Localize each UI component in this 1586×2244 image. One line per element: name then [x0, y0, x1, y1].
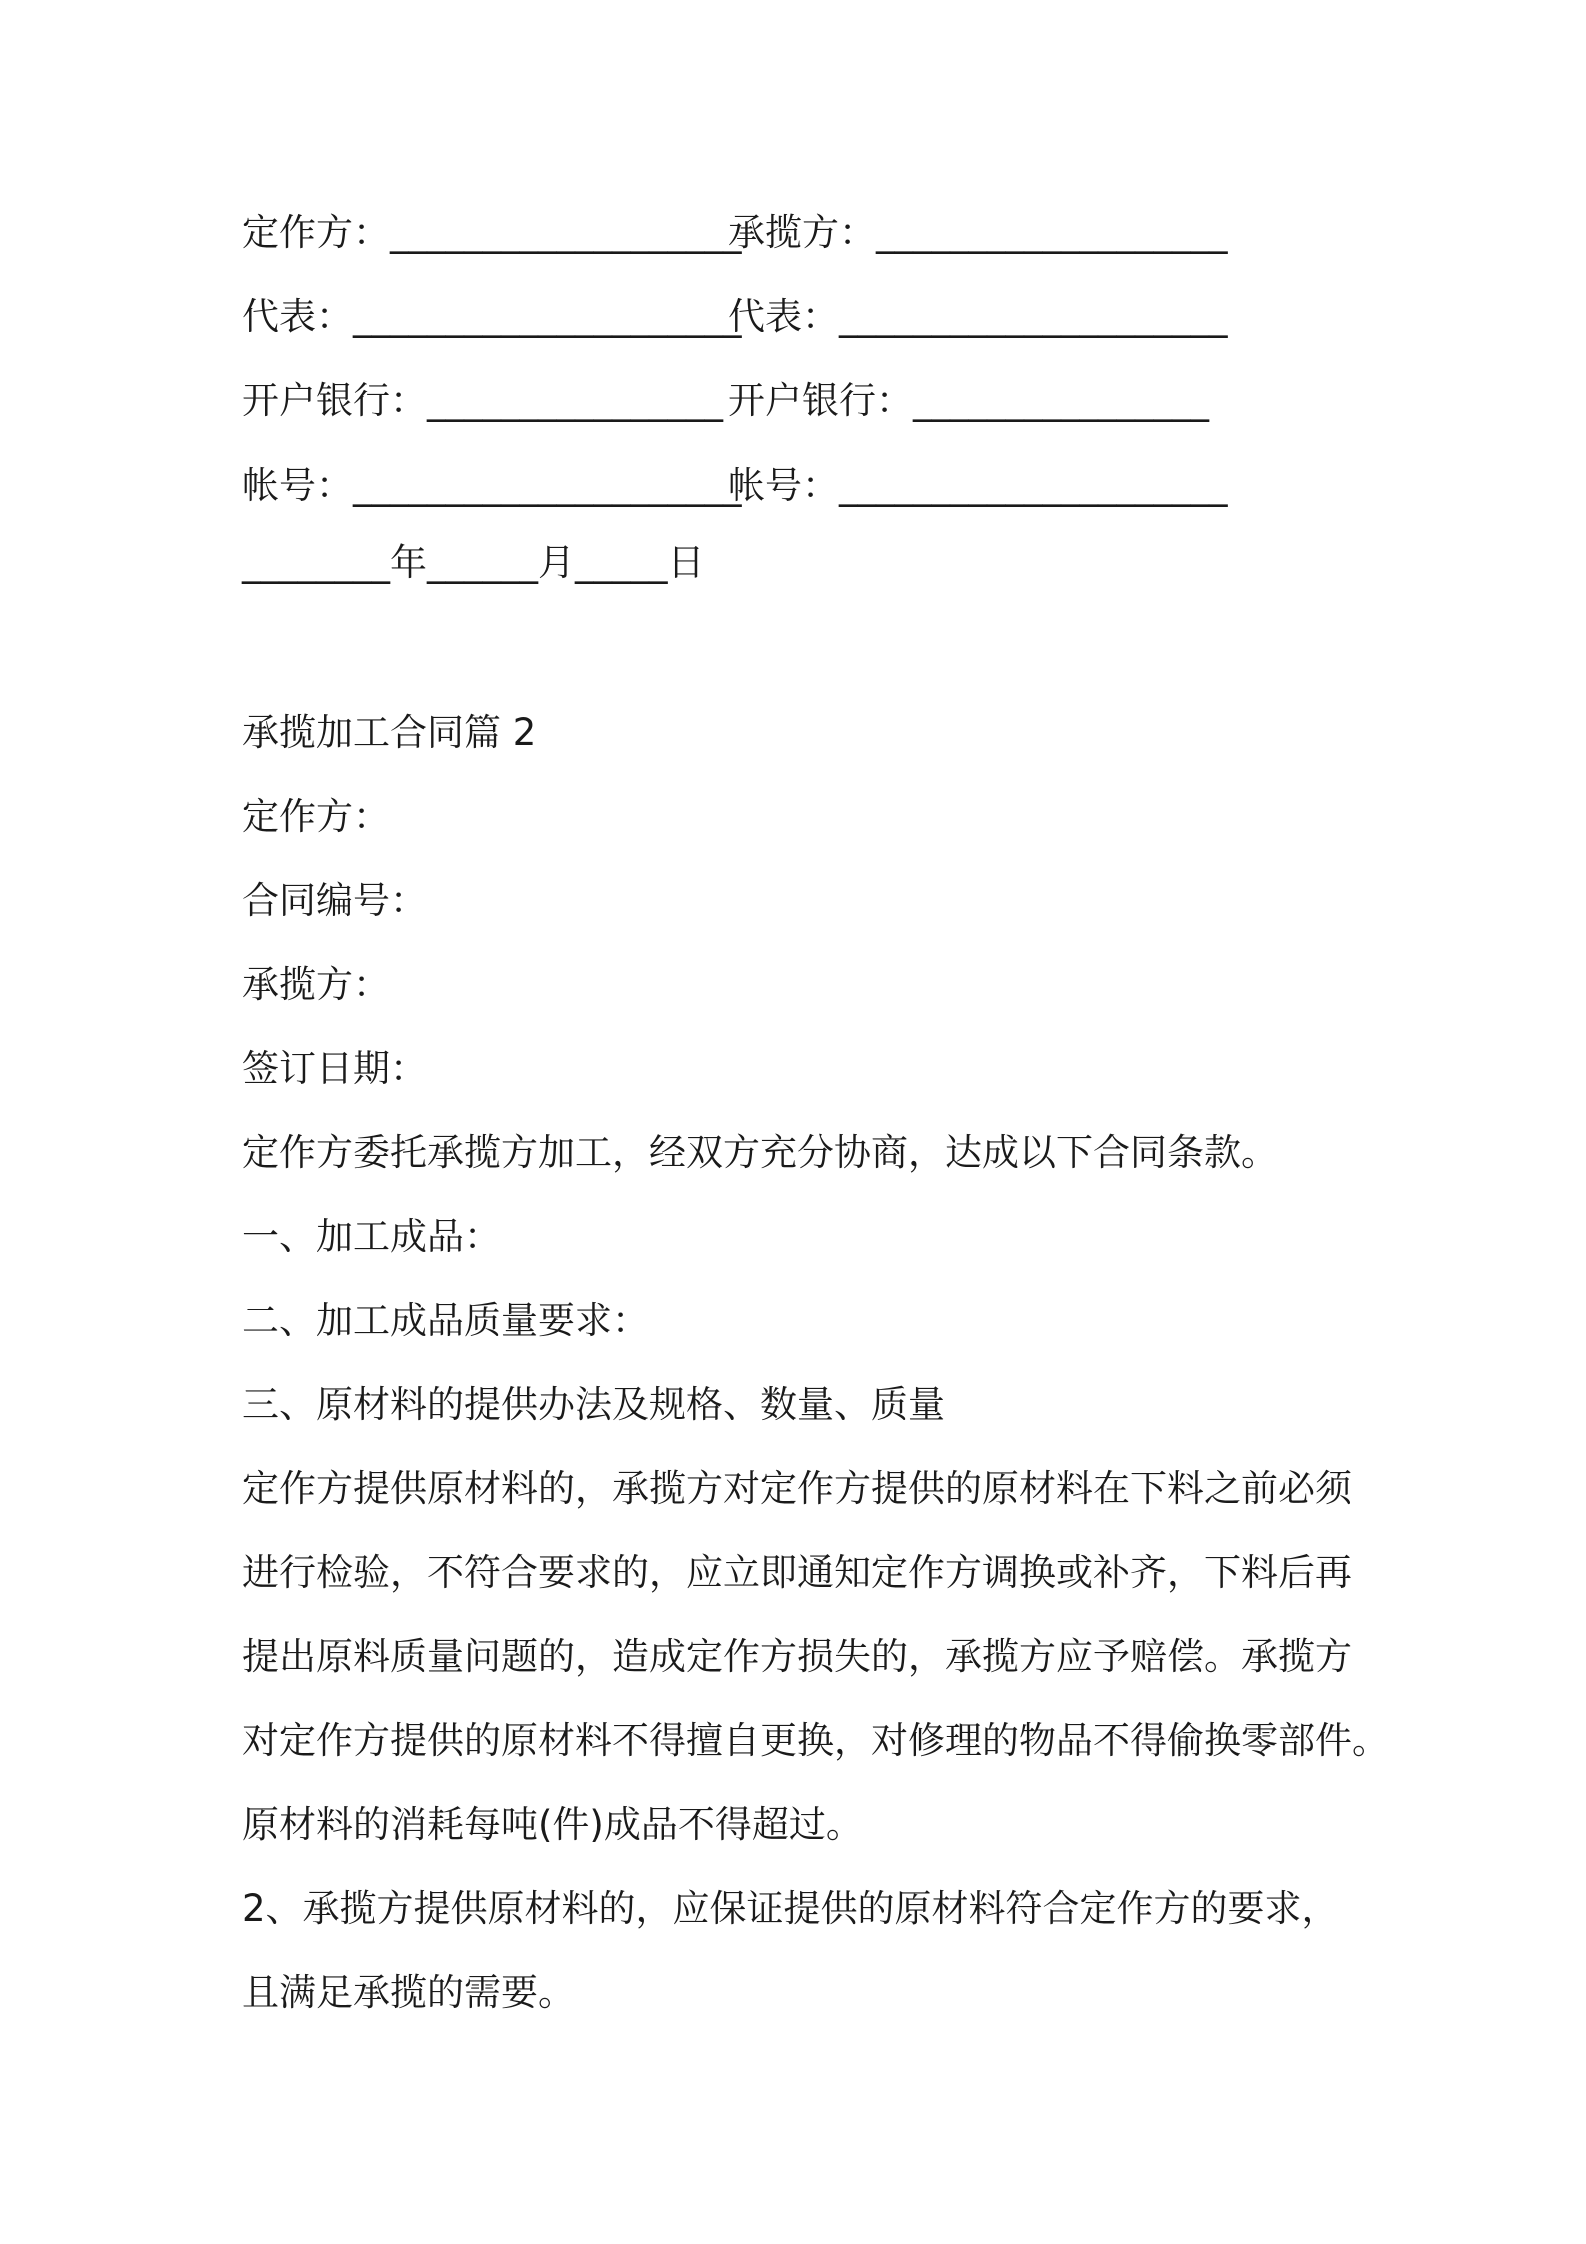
signature-row-account-left: 帐号：_____________________ — [242, 464, 742, 507]
field-contract-number: 合同编号： — [242, 879, 427, 922]
signature-row-bank-left: 开户银行：________________ — [242, 379, 723, 422]
clause-3: 三、原材料的提供办法及规格、数量、质量 — [242, 1383, 945, 1426]
item-2-line: 2、承揽方提供原材料的，应保证提供的原材料符合定作方的要求， — [242, 1887, 1339, 1930]
field-contractor: 承揽方： — [242, 963, 390, 1006]
signature-row-rep-left: 代表：_____________________ — [242, 295, 742, 338]
date-line: ________年______月_____日 — [242, 541, 705, 584]
field-orderer: 定作方： — [242, 795, 390, 838]
paragraph-line: 进行检验，不符合要求的，应立即通知定作方调换或补齐，下料后再 — [242, 1551, 1352, 1594]
paragraph-line: 原材料的消耗每吨(件)成品不得超过。 — [242, 1803, 863, 1846]
intro-paragraph: 定作方委托承揽方加工，经双方充分协商，达成以下合同条款。 — [242, 1131, 1278, 1174]
signature-row-party-right: 承揽方：___________________ — [728, 211, 1228, 254]
signature-row-party-left: 定作方：___________________ — [242, 211, 742, 254]
item-2-line: 且满足承揽的需要。 — [242, 1971, 575, 2014]
signature-row-account-right: 帐号：_____________________ — [728, 464, 1228, 507]
paragraph-line: 提出原料质量问题的，造成定作方损失的，承揽方应予赔偿。承揽方 — [242, 1635, 1352, 1678]
clause-1: 一、加工成品： — [242, 1215, 501, 1258]
signature-row-bank-right: 开户银行：________________ — [728, 379, 1209, 422]
clause-2: 二、加工成品质量要求： — [242, 1299, 649, 1342]
field-signing-date: 签订日期： — [242, 1047, 427, 1090]
signature-row-rep-right: 代表：_____________________ — [728, 295, 1228, 338]
section-heading: 承揽加工合同篇 2 — [242, 711, 537, 754]
paragraph-line: 对定作方提供的原材料不得擅自更换，对修理的物品不得偷换零部件。 — [242, 1719, 1389, 1762]
paragraph-line: 定作方提供原材料的，承揽方对定作方提供的原材料在下料之前必须 — [242, 1467, 1352, 1510]
